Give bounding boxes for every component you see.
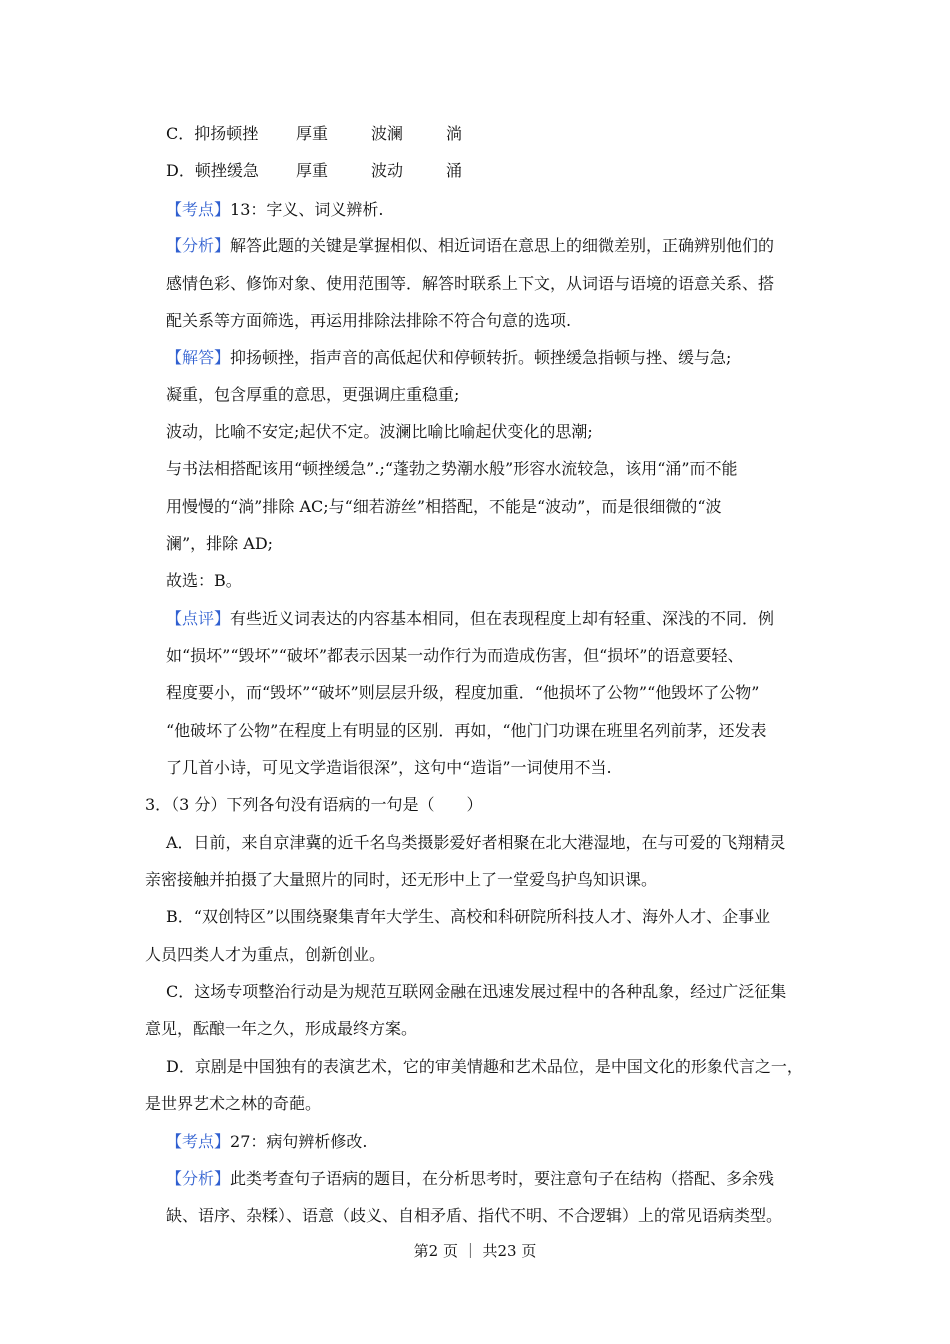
jieda-q2-line-3: 波动，比喻不安定;起伏不定。波澜比喻比喻起伏变化的思潮; <box>166 422 593 441</box>
dianping-q2-line-1 <box>166 608 774 630</box>
q3-option-c-line-2: 意见，酝酿一年之久，形成最终方案。 <box>145 1019 418 1038</box>
jieda-q2-line-6: 澜”，排除 AD; <box>166 534 274 553</box>
fenxi-q2-line-1 <box>166 235 774 257</box>
option-word-2: 波动 <box>371 161 404 180</box>
jieda-q2-line-1 <box>166 347 731 369</box>
fenxi-q2-line-2: 感情色彩、修饰对象、使用范围等．解答时联系上下文，从词语与语境的语意关系、搭 <box>166 274 775 293</box>
page-footer: 第2 页 ｜ 共23 页 <box>413 1242 537 1260</box>
dianping-q2-line-3: 程度要小，而“毁坏”“破坏”则层层升级，程度加重．“他损坏了公物”“他毁坏了公物” <box>166 683 760 702</box>
option-d-prev <box>166 160 462 182</box>
fenxi-text: 此类考查句子语病的题目，在分析思考时，要注意句子在结构（搭配、多余残 <box>230 1169 775 1188</box>
dianping-q2-line-5: 了几首小诗，可见文学造诣很深”，这句中“造诣”一词使用不当. <box>166 758 612 777</box>
question-3-stem: 3．（3 分）下列各句没有语病的一句是（ ） <box>145 795 483 814</box>
jieda-q2-line-5: 用慢慢的“淌”排除 AC;与“细若游丝”相搭配，不能是“波动”，而是很细微的“波 <box>166 497 722 516</box>
dianping-text: 有些近义词表达的内容基本相同，但在表现程度上却有轻重、深浅的不同．例 <box>230 609 775 628</box>
option-word-1: 厚重 <box>296 124 329 143</box>
q3-option-d-line-2: 是世界艺术之林的奇葩。 <box>145 1094 322 1113</box>
dianping-tag: 【点评】 <box>166 609 231 628</box>
q3-option-d-line-1: D．京剧是中国独有的表演艺术，它的审美情趣和艺术品位，是中国文化的形象代言之一， <box>166 1057 803 1076</box>
kaodian-text: 13：字义、词义辨析. <box>230 200 384 219</box>
q3-option-b-line-1: B．“双创特区”以围绕聚集青年大学生、高校和科研院所科技人才、海外人才、企事业 <box>166 907 771 926</box>
dianping-q2-line-2: 如“损坏”“毁坏”“破坏”都表示因某一动作行为而造成伤害，但“损坏”的语意要轻、 <box>166 646 744 665</box>
fenxi-q3-line-2: 缺、语序、杂糅）、语意（歧义、自相矛盾、指代不明、不合逻辑）上的常见语病类型。 <box>166 1206 783 1225</box>
option-word-3: 淌 <box>446 124 463 143</box>
fenxi-q2-line-3: 配关系等方面筛选，再运用排除法排除不符合句意的选项. <box>166 311 572 330</box>
option-word-1: 厚重 <box>296 161 329 180</box>
option-word-2: 波澜 <box>371 124 404 143</box>
jieda-tag: 【解答】 <box>166 348 231 367</box>
jieda-q2-line-7: 故选：B。 <box>166 571 242 590</box>
q3-option-a-line-2: 亲密接触并拍摄了大量照片的同时，还无形中上了一堂爱鸟护鸟知识课。 <box>145 870 658 889</box>
dianping-q2-line-4: “他破坏了公物”在程度上有明显的区别．再如，“他门门功课在班里名列前茅，还发表 <box>166 721 767 740</box>
fenxi-q3-line-1 <box>166 1168 774 1190</box>
fenxi-tag: 【分析】 <box>166 236 231 255</box>
q3-option-b-line-2: 人员四类人才为重点，创新创业。 <box>145 945 386 964</box>
kaodian-tag: 【考点】 <box>166 1132 231 1151</box>
q3-option-a-line-1: A．日前，来自京津冀的近千名鸟类摄影爱好者相聚在北大港湿地，在与可爱的飞翔精灵 <box>166 833 786 852</box>
kaodian-q2 <box>166 199 383 221</box>
kaodian-tag: 【考点】 <box>166 200 231 219</box>
fenxi-text: 解答此题的关键是掌握相似、相近词语在意思上的细微差别，正确辨别他们的 <box>230 236 775 255</box>
kaodian-text: 27：病句辨析修改. <box>230 1132 368 1151</box>
option-word-3: 涌 <box>446 161 463 180</box>
jieda-q2-line-2: 凝重，包含厚重的意思，更强调庄重稳重; <box>166 385 460 404</box>
option-label: D．顿挫缓急 <box>166 161 259 180</box>
jieda-text: 抑扬顿挫，指声音的高低起伏和停顿转折。顿挫缓急指顿与挫、缓与急; <box>230 348 732 367</box>
jieda-q2-line-4: 与书法相搭配该用“顿挫缓急”.;“蓬勃之势潮水般”形容水流较急，该用“涌”而不能 <box>166 459 738 478</box>
kaodian-q3 <box>166 1131 367 1153</box>
option-c-prev <box>166 123 462 145</box>
fenxi-tag: 【分析】 <box>166 1169 231 1188</box>
option-label: C．抑扬顿挫 <box>166 124 259 143</box>
q3-option-c-line-1: C．这场专项整治行动是为规范互联网金融在迅速发展过程中的各种乱象，经过广泛征集 <box>166 982 787 1001</box>
